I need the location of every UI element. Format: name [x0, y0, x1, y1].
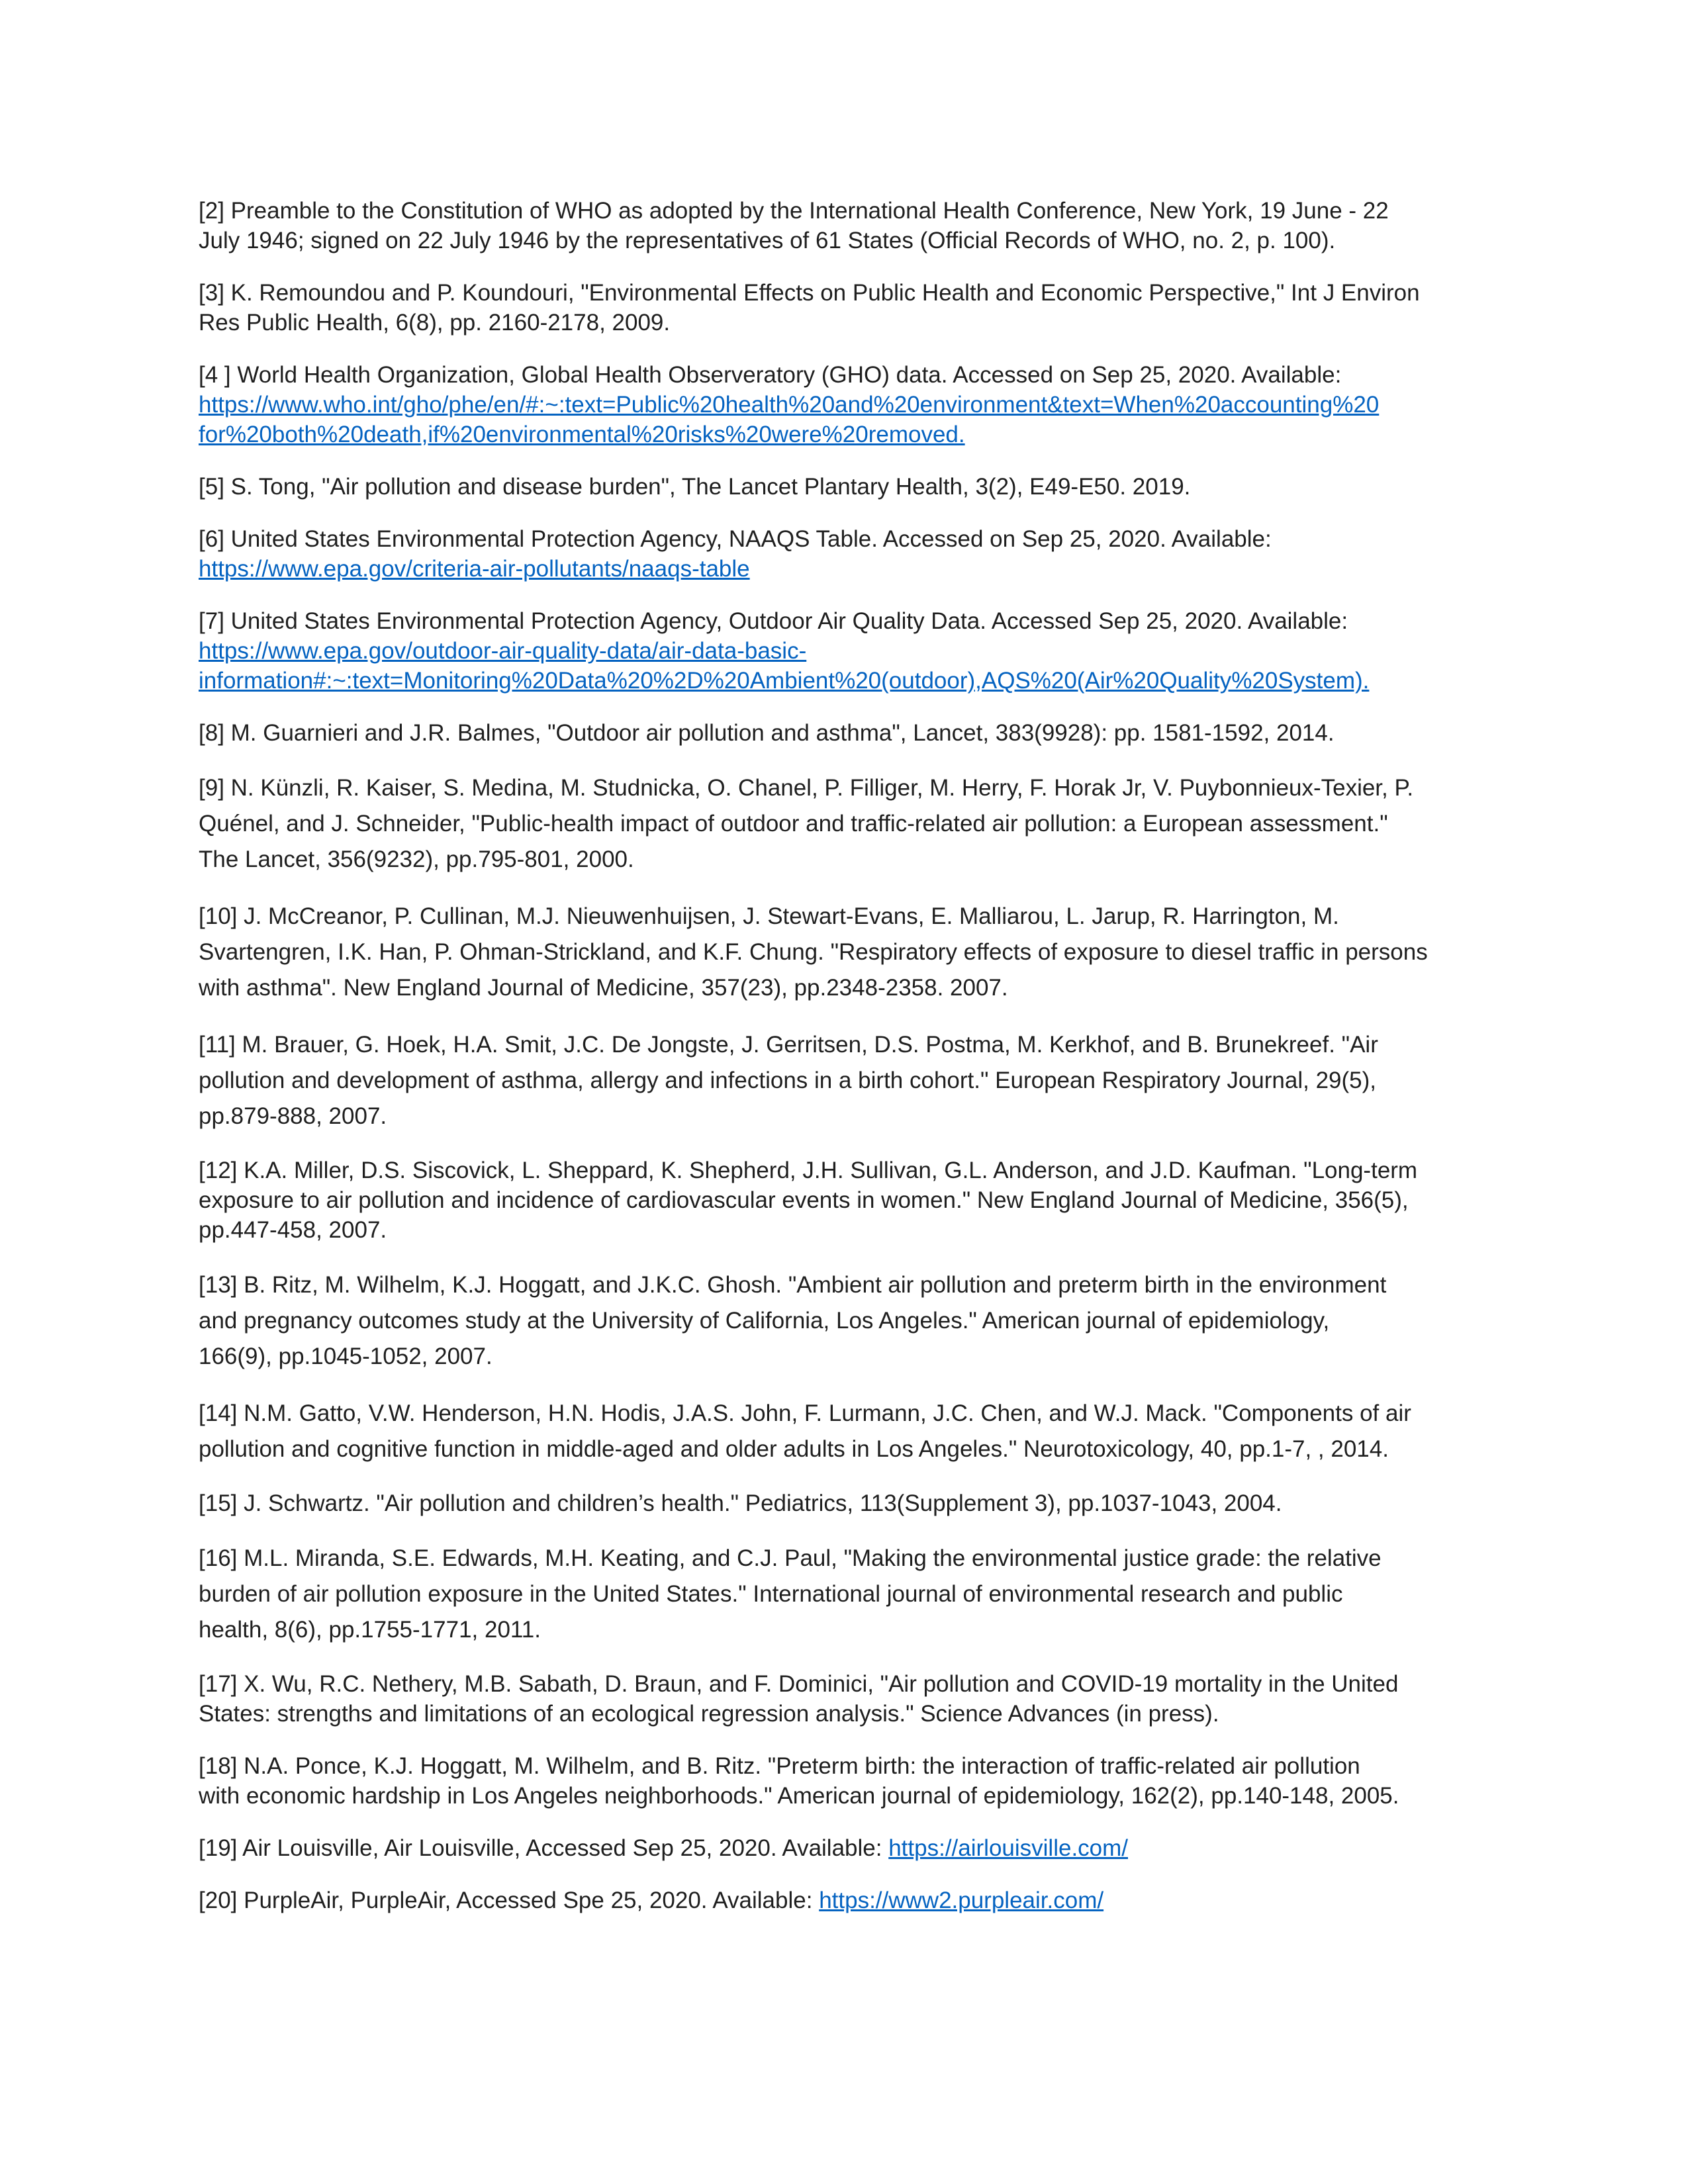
reference-line: [5] S. Tong, "Air pollution and disease burden", The Lancet Plantary Health, 3(2), E49-E50. 2019. [199, 474, 1191, 500]
reference-line: States: strengths and limitations of an ecological regression analysis." Science Advances (in press). [199, 1701, 1219, 1727]
reference-9 [199, 770, 1496, 878]
reference-line: [10] J. McCreanor, P. Cullinan, M.J. Nieuwenhuijsen, J. Stewart-Evans, E. Malliarou, L. Jarup, R. Harrington, M. [199, 903, 1339, 929]
link-line: https://www.who.int/gho/phe/en/#:~:text=Public%20health%20and%20environment&text=When%20accounting%20 [199, 392, 1380, 418]
reference-18 [199, 1751, 1496, 1811]
reference-line: July 1946; signed on 22 July 1946 by the representatives of 61 States (Official Records of WHO, no. 2, p. 100). [199, 228, 1336, 253]
reference-list [199, 196, 1496, 1938]
reference-8 [199, 718, 1496, 748]
reference-line: pollution and development of asthma, allergy and infections in a birth cohort." European Respiratory Journal, 29(5), [199, 1068, 1377, 1093]
reference-16 [199, 1541, 1496, 1648]
reference-10 [199, 899, 1496, 1006]
reference-text: [19] Air Louisville, Air Louisville, Accessed Sep 25, 2020. Available: [199, 1835, 889, 1861]
reference-line: burden of air pollution exposure in the United States." International journal of environmental research and public [199, 1581, 1343, 1607]
epa-naaqs-link[interactable] [199, 554, 1496, 584]
reference-line [199, 1886, 1496, 1915]
reference-line: [2] Preamble to the Constitution of WHO as adopted by the International Health Conference, New York, 19 June - 22 [199, 198, 1389, 224]
reference-line: [7] United States Environmental Protection Agency, Outdoor Air Quality Data. Accessed Sep 25, 2020. Available: [199, 608, 1348, 634]
reference-line: [16] M.L. Miranda, S.E. Edwards, M.H. Keating, and C.J. Paul, "Making the environmental justice grade: the relative [199, 1545, 1382, 1571]
reference-line: [3] K. Remoundou and P. Koundouri, "Environmental Effects on Public Health and Economic Perspective," Int J Environ [199, 280, 1420, 306]
reference-line: [15] J. Schwartz. "Air pollution and children’s health." Pediatrics, 113(Supplement 3), pp.1037-1043, 2004. [199, 1490, 1282, 1516]
epa-air-data-link[interactable] [199, 636, 1496, 696]
purpleair-link[interactable]: https://www2.purpleair.com/ [819, 1888, 1104, 1913]
reference-line: with economic hardship in Los Angeles neighborhoods." American journal of epidemiology, 162(2), pp.140-148, 2005. [199, 1783, 1399, 1809]
reference-line: [14] N.M. Gatto, V.W. Henderson, H.N. Hodis, J.A.S. John, F. Lurmann, J.C. Chen, and W.J. Mack. "Components of air [199, 1400, 1411, 1426]
reference-15 [199, 1488, 1496, 1518]
who-gho-link[interactable] [199, 390, 1496, 449]
reference-line: [17] X. Wu, R.C. Nethery, M.B. Sabath, D. Braun, and F. Dominici, "Air pollution and COVID-19 mortality in the United [199, 1671, 1399, 1697]
reference-11 [199, 1027, 1496, 1134]
reference-line: The Lancet, 356(9232), pp.795-801, 2000. [199, 846, 634, 872]
reference-4 [199, 360, 1496, 449]
reference-line: Svartengren, I.K. Han, P. Ohman-Strickland, and K.F. Chung. "Respiratory effects of exposure to diesel traffic in persons [199, 939, 1428, 965]
reference-line: Res Public Health, 6(8), pp. 2160-2178, 2009. [199, 310, 671, 336]
reference-line: [12] K.A. Miller, D.S. Siscovick, L. Sheppard, K. Shepherd, J.H. Sullivan, G.L. Anderson, and J.D. Kaufman. "Long-term [199, 1158, 1418, 1183]
reference-line: [4 ] World Health Organization, Global Health Observeratory (GHO) data. Accessed on Sep 25, 2020. Available: [199, 362, 1342, 388]
reference-line [199, 1833, 1496, 1863]
reference-line: pp.879-888, 2007. [199, 1103, 387, 1129]
reference-13 [199, 1267, 1496, 1375]
reference-line: health, 8(6), pp.1755-1771, 2011. [199, 1617, 541, 1643]
reference-14 [199, 1396, 1496, 1467]
link-line: for%20both%20death,if%20environmental%20risks%20were%20removed. [199, 422, 965, 447]
reference-text: [20] PurpleAir, PurpleAir, Accessed Spe 25, 2020. Available: [199, 1888, 820, 1913]
reference-12 [199, 1156, 1496, 1245]
reference-3 [199, 278, 1496, 338]
reference-line: and pregnancy outcomes study at the University of California, Los Angeles." American journal of epidemiology, [199, 1308, 1330, 1334]
reference-line: [6] United States Environmental Protection Agency, NAAQS Table. Accessed on Sep 25, 2020. Available: [199, 526, 1272, 552]
reference-line: Quénel, and J. Schneider, "Public-health impact of outdoor and traffic-related air pollution: a European assessment." [199, 811, 1388, 837]
reference-line: 166(9), pp.1045-1052, 2007. [199, 1343, 492, 1369]
reference-5 [199, 472, 1496, 502]
reference-line: exposure to air pollution and incidence of cardiovascular events in women." New England Journal of Medicine, 356(5), [199, 1187, 1409, 1213]
link-line: https://www.epa.gov/criteria-air-pollutants/naaqs-table [199, 556, 750, 582]
airlouisville-link[interactable]: https://airlouisville.com/ [888, 1835, 1129, 1861]
reference-7 [199, 606, 1496, 696]
reference-19 [199, 1833, 1496, 1863]
reference-line: with asthma". New England Journal of Medicine, 357(23), pp.2348-2358. 2007. [199, 975, 1008, 1001]
reference-line: [13] B. Ritz, M. Wilhelm, K.J. Hoggatt, and J.K.C. Ghosh. "Ambient air pollution and preterm birth in the environment [199, 1272, 1387, 1298]
link-line: https://www.epa.gov/outdoor-air-quality-data/air-data-basic- [199, 638, 807, 664]
reference-line: [18] N.A. Ponce, K.J. Hoggatt, M. Wilhelm, and B. Ritz. "Preterm birth: the interaction of traffic-related air pollution [199, 1753, 1360, 1779]
reference-17 [199, 1669, 1496, 1729]
reference-6 [199, 524, 1496, 584]
reference-line: [9] N. Künzli, R. Kaiser, S. Medina, M. Studnicka, O. Chanel, P. Filliger, M. Herry, F. Horak Jr, V. Puybonnieux-Texier, P. [199, 775, 1414, 801]
reference-20 [199, 1886, 1496, 1915]
reference-line: [11] M. Brauer, G. Hoek, H.A. Smit, J.C. De Jongste, J. Gerritsen, D.S. Postma, M. Kerkhof, and B. Brunekreef. "Air [199, 1032, 1378, 1058]
link-line: information#:~:text=Monitoring%20Data%20%2D%20Ambient%20(outdoor),AQS%20(Air%20Quality%20System). [199, 668, 1370, 694]
reference-line: pp.447-458, 2007. [199, 1217, 387, 1243]
reference-line: pollution and cognitive function in middle-aged and older adults in Los Angeles." Neurotoxicology, 40, pp.1-7, , 2014. [199, 1436, 1389, 1462]
reference-2 [199, 196, 1496, 255]
reference-line: [8] M. Guarnieri and J.R. Balmes, "Outdoor air pollution and asthma", Lancet, 383(9928): pp. 1581-1592, 2014. [199, 720, 1335, 746]
